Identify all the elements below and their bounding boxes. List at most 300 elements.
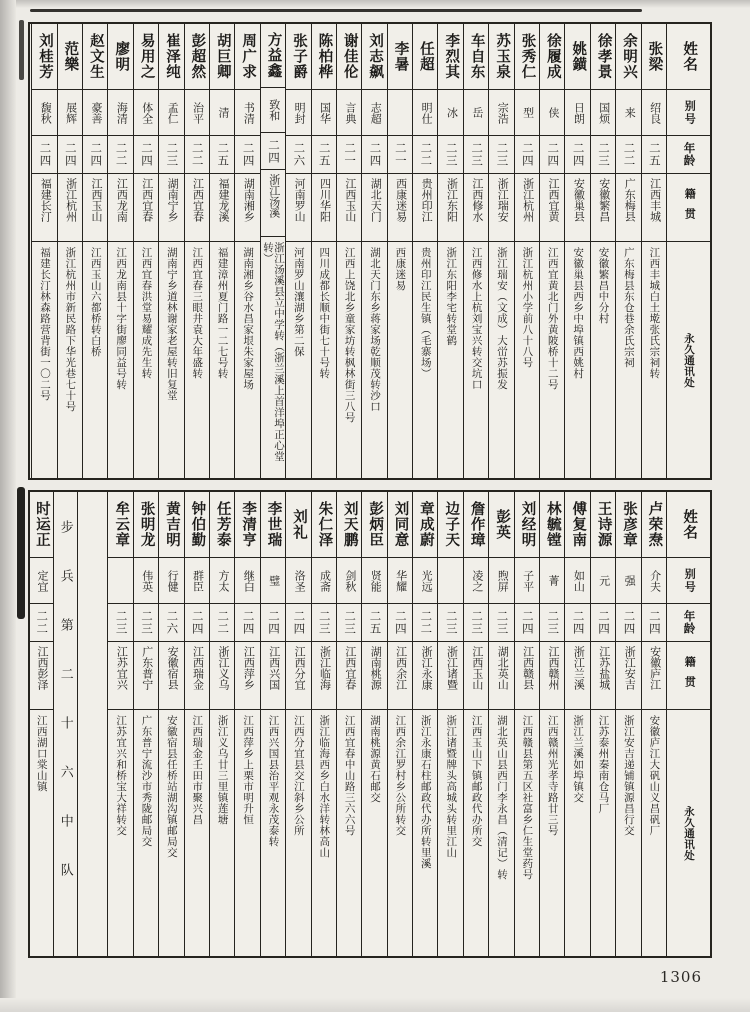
- roster-alias-text: 行健: [166, 569, 179, 592]
- roster-column: [641, 24, 666, 478]
- roster-name-cell: [616, 24, 640, 90]
- roster-alias-cell: [32, 90, 56, 136]
- roster-name-text: 彭炳臣: [367, 501, 384, 548]
- roster-native-cell: [235, 174, 259, 242]
- roster-native-cell: [438, 174, 462, 242]
- roster-name-cell: [58, 24, 82, 90]
- roster-native-text: 浙江永康: [420, 646, 433, 690]
- page-number: 1306: [659, 968, 702, 986]
- roster-address-cell: [515, 242, 539, 478]
- roster-column: [615, 492, 640, 956]
- roster-age-text: 二四: [520, 610, 533, 635]
- roster-alias-cell: [235, 558, 259, 604]
- roster-address-cell: [29, 710, 53, 956]
- roster-age-cell: [134, 136, 158, 174]
- roster-address-text: 江西龙南县十字街廖同益号转: [115, 247, 128, 390]
- roster-name-text: 王诗源: [595, 501, 612, 548]
- roster-name-cell: [32, 24, 56, 90]
- roster-address-cell: [540, 242, 564, 478]
- roster-name-text: 边子天: [443, 501, 460, 548]
- roster-address-text: 安徽庐江大矾山义昌矾厂: [648, 715, 661, 836]
- roster-name-cell: [413, 492, 437, 558]
- roster-name-cell: [261, 24, 285, 88]
- roster-column: [488, 24, 513, 478]
- roster-age-cell: [616, 604, 640, 642]
- roster-column: [590, 24, 615, 478]
- roster-name-text: 彭超然: [189, 33, 206, 80]
- roster-name-cell: [413, 24, 437, 90]
- header-native-cell: [667, 642, 710, 710]
- scan-artifact-topline: [30, 9, 642, 12]
- roster-age-text: 二三: [444, 142, 457, 167]
- roster-column: [463, 24, 488, 478]
- roster-name-text: 章成蔚: [417, 501, 434, 548]
- roster-name-text: 李清亨: [240, 501, 257, 548]
- roster-name-text: 任芳泰: [214, 501, 231, 548]
- roster-native-cell: [134, 174, 158, 242]
- roster-column: [28, 492, 53, 956]
- roster-name-text: 任超: [417, 41, 434, 72]
- roster-alias-cell: [134, 558, 158, 604]
- roster-native-cell: [210, 642, 234, 710]
- roster-name-text: 胡巨卿: [214, 33, 231, 80]
- roster-alias-cell: [134, 90, 158, 136]
- roster-address-cell: [489, 242, 513, 478]
- roster-alias-text: 孟仁: [166, 101, 179, 124]
- roster-native-text: 浙江临海: [318, 646, 331, 690]
- roster-age-text: 二四: [571, 142, 584, 167]
- roster-column: [82, 24, 107, 478]
- roster-age-cell: [616, 136, 640, 174]
- roster-address-cell: [565, 242, 589, 478]
- roster-address-text: 江西余江罗村乡公所转交: [394, 715, 407, 836]
- roster-name-text: 傅复南: [570, 501, 587, 548]
- roster-name-text: 陈柏桦: [316, 33, 333, 80]
- roster-native-cell: [464, 642, 488, 710]
- roster-alias-cell: [515, 558, 539, 604]
- roster-name-text: 方益鑫: [265, 32, 282, 79]
- roster-alias-cell: [108, 90, 132, 136]
- roster-age-cell: [337, 604, 361, 642]
- roster-native-cell: [261, 170, 285, 236]
- roster-address-cell: [362, 242, 386, 478]
- roster-address-text: 四川成都长顺中街七十号转: [318, 247, 331, 379]
- roster-alias-cell: [489, 90, 513, 136]
- roster-native-text: 江西赣州: [547, 646, 560, 690]
- header-address-label: 永久通讯处: [683, 332, 695, 388]
- roster-address-text: 安徽宿县任桥站湖沟镇邮局交: [165, 715, 178, 858]
- roster-native-cell: [489, 174, 513, 242]
- roster-alias-cell: [210, 558, 234, 604]
- roster-native-text: 江西宜黄: [547, 178, 560, 222]
- roster-age-cell: [540, 604, 564, 642]
- roster-alias-cell: [286, 558, 310, 604]
- roster-address-text: 江西宜春三眼井袁大年盛转: [191, 247, 204, 379]
- roster-native-cell: [312, 174, 336, 242]
- roster-column: [412, 492, 437, 956]
- roster-native-cell: [159, 174, 183, 242]
- roster-name-cell: [489, 24, 513, 90]
- roster-name-cell: [312, 492, 336, 558]
- roster-alias-text: 绍良: [648, 101, 661, 124]
- roster-age-cell: [515, 136, 539, 174]
- roster-age-text: 二四: [38, 142, 51, 167]
- roster-alias-text: 侠: [547, 107, 560, 118]
- roster-address-cell: [134, 710, 158, 956]
- roster-name-text: 李烈其: [443, 33, 460, 80]
- roster-address-cell: [642, 710, 666, 956]
- roster-alias-text: 岳: [470, 107, 483, 118]
- roster-age-text: 二四: [368, 142, 381, 167]
- roster-age-cell: [210, 136, 234, 174]
- roster-native-text: 浙江安吉: [623, 646, 636, 690]
- roster-address-cell: [32, 242, 56, 478]
- roster-name-cell: [388, 24, 412, 90]
- roster-age-text: 二三: [444, 610, 457, 635]
- header-name-cell: [667, 24, 710, 90]
- roster-name-text: 李世瑞: [265, 501, 282, 548]
- roster-native-text: 江西萍乡: [242, 646, 255, 690]
- roster-name-cell: [29, 492, 53, 558]
- roster-age-text: 二五: [368, 610, 381, 635]
- roster-alias-cell: [83, 90, 107, 136]
- roster-address-cell: [438, 710, 462, 956]
- roster-alias-cell: [337, 558, 361, 604]
- roster-alias-cell: [540, 90, 564, 136]
- roster-alias-cell: [261, 88, 285, 133]
- roster-column: [514, 492, 539, 956]
- roster-alias-cell: [616, 90, 640, 136]
- roster-alias-text: 馥秋: [39, 101, 52, 124]
- roster-age-text: 二一: [343, 142, 356, 167]
- roster-address-text: 西康迷易: [394, 247, 407, 291]
- roster-native-text: 浙江杭州: [521, 178, 534, 222]
- roster-name-cell: [185, 492, 209, 558]
- roster-alias-text: 言典: [343, 101, 356, 124]
- roster-age-text: 二五: [216, 142, 229, 167]
- header-address-cell: [667, 710, 710, 956]
- roster-age-text: 二三: [140, 610, 153, 635]
- roster-age-cell: [642, 604, 666, 642]
- roster-native-text: 江西修水: [470, 178, 483, 222]
- roster-age-cell: [337, 136, 361, 174]
- header-name-label: 姓名: [681, 41, 698, 72]
- header-native-label: 籍贯: [683, 187, 696, 228]
- roster-native-cell: [464, 174, 488, 242]
- roster-address-text: 浙江汤溪县立中学转（浙兰溪上首洋埠正心堂转）: [261, 241, 285, 462]
- roster-name-cell: [591, 492, 615, 558]
- roster-native-text: 浙江义乌: [216, 646, 229, 690]
- roster-address-text: 江西分宜县交江斜乡公所: [292, 715, 305, 836]
- roster-address-text: 安徽繁昌中分村: [597, 247, 610, 324]
- roster-alias-cell: [642, 90, 666, 136]
- roster-native-text: 福建龙溪: [216, 178, 229, 222]
- roster-age-text: 二四: [266, 138, 279, 164]
- roster-address-text: 江西兴国县治平观永茂泰转: [267, 715, 280, 847]
- roster-column: [564, 492, 589, 956]
- roster-age-text: 二三: [546, 610, 559, 635]
- roster-age-cell: [591, 136, 615, 174]
- roster-address-cell: [185, 710, 209, 956]
- roster-name-cell: [540, 24, 564, 90]
- roster-address-cell: [337, 242, 361, 478]
- roster-native-cell: [134, 642, 158, 710]
- roster-native-text: 江西丰城: [648, 178, 661, 222]
- roster-name-text: 林毓镗: [544, 501, 561, 548]
- roster-age-text: 二四: [597, 610, 610, 635]
- roster-alias-text: 豪善: [89, 101, 102, 124]
- roster-column: [184, 492, 209, 956]
- roster-name-text: 卢荣焘: [646, 501, 663, 548]
- roster-column: [285, 492, 310, 956]
- roster-age-cell: [286, 136, 310, 174]
- roster-alias-cell: [312, 90, 336, 136]
- roster-name-text: 黄吉明: [163, 501, 180, 548]
- roster-native-cell: [337, 174, 361, 242]
- roster-table-bottom: [28, 490, 712, 958]
- roster-name-text: 牟云章: [113, 501, 130, 548]
- roster-alias-text: 贤能: [369, 569, 382, 592]
- roster-native-text: 安徽巢县: [572, 178, 585, 222]
- roster-name-text: 刘桂芳: [37, 33, 54, 80]
- roster-name-text: 张秀仁: [519, 33, 536, 80]
- roster-age-text: 二四: [647, 610, 660, 635]
- roster-name-text: 廖明: [113, 41, 130, 72]
- roster-name-text: 时运正: [33, 501, 50, 548]
- roster-native-text: 江西宜春: [191, 178, 204, 222]
- roster-alias-text: 元: [597, 575, 610, 586]
- roster-age-cell: [261, 133, 285, 170]
- roster-address-text: 安徽巢县西乡中埠镇西姚村: [572, 247, 585, 379]
- roster-alias-text: 明封: [293, 101, 306, 124]
- roster-alias-text: 展辉: [64, 101, 77, 124]
- roster-age-text: 二四: [292, 610, 305, 635]
- roster-alias-text: 明仕: [420, 101, 433, 124]
- roster-native-text: 西康迷易: [394, 178, 407, 222]
- roster-native-cell: [337, 642, 361, 710]
- roster-native-cell: [29, 642, 53, 710]
- roster-alias-text: 介夫: [648, 569, 661, 592]
- roster-alias-text: 继白: [242, 569, 255, 592]
- roster-native-cell: [438, 642, 462, 710]
- roster-name-cell: [515, 24, 539, 90]
- roster-age-text: 二四: [63, 142, 76, 167]
- roster-native-text: 浙江杭州: [64, 178, 77, 222]
- roster-age-cell: [32, 136, 56, 174]
- roster-address-cell: [565, 710, 589, 956]
- roster-alias-text: 强: [623, 575, 636, 586]
- roster-age-text: 二四: [622, 610, 635, 635]
- roster-native-cell: [108, 174, 132, 242]
- roster-native-text: 广东梅县: [623, 178, 636, 222]
- roster-native-text: 江西瑞金: [191, 646, 204, 690]
- roster-address-cell: [159, 710, 183, 956]
- roster-alias-cell: [337, 90, 361, 136]
- roster-address-text: 浙江义乌廿三里镇莲塘: [216, 715, 229, 825]
- roster-native-text: 江西分宜: [293, 646, 306, 690]
- roster-address-text: 湖南宁乡道林谢家老屋转旧复堂: [165, 247, 178, 401]
- roster-column: [31, 24, 56, 478]
- roster-age-text: 二四: [241, 610, 254, 635]
- roster-age-text: 二三: [114, 610, 127, 635]
- roster-alias-text: 煦屏: [496, 569, 509, 592]
- roster-column: [209, 24, 234, 478]
- roster-address-text: 江苏泰州秦南仓马厂: [597, 715, 610, 814]
- roster-age-cell: [235, 604, 259, 642]
- roster-alias-text: 国烦: [597, 101, 610, 124]
- header-native-label: 籍贯: [683, 655, 696, 696]
- roster-native-text: 江西宜春: [140, 178, 153, 222]
- roster-address-text: 广东梅县东仓巷余氏宗祠: [622, 247, 635, 368]
- roster-age-text: 二二: [622, 142, 635, 167]
- roster-age-text: 二三: [495, 142, 508, 167]
- roster-name-text: 崔泽纯: [163, 33, 180, 80]
- roster-column: [311, 24, 336, 478]
- roster-name-cell: [464, 24, 488, 90]
- roster-age-cell: [312, 136, 336, 174]
- roster-address-text: 广东普宁流沙市秀陇邮局交: [140, 715, 153, 847]
- roster-alias-cell: [515, 90, 539, 136]
- roster-address-text: 浙江瑞安（文成）大峃苏振发: [495, 247, 508, 390]
- roster-age-text: 二二: [419, 610, 432, 635]
- roster-age-cell: [108, 136, 132, 174]
- roster-name-text: 朱仁泽: [316, 501, 333, 548]
- header-alias-label: 别号: [683, 567, 696, 594]
- roster-name-text: 徐孝景: [595, 33, 612, 80]
- roster-address-text: 江西玉山下镇邮政代办所交: [470, 715, 483, 847]
- roster-age-cell: [489, 136, 513, 174]
- roster-alias-text: 群臣: [191, 569, 204, 592]
- roster-age-text: 二四: [520, 142, 533, 167]
- roster-alias-text: 洛圣: [293, 569, 306, 592]
- roster-column: [260, 24, 285, 478]
- roster-address-cell: [261, 710, 285, 956]
- roster-name-cell: [591, 24, 615, 90]
- roster-alias-cell: [438, 558, 462, 604]
- roster-alias-text: 治平: [191, 101, 204, 124]
- roster-address-cell: [286, 242, 310, 478]
- roster-column: [133, 492, 158, 956]
- roster-native-text: 江苏盐城: [597, 646, 610, 690]
- roster-age-cell: [565, 604, 589, 642]
- roster-address-text: 江西萍乡上栗市明升恒: [242, 715, 255, 825]
- scan-edge-bottom: [0, 998, 750, 1012]
- roster-alias-text: 华耀: [394, 569, 407, 592]
- header-age-cell: [667, 604, 710, 642]
- header-name-cell: [667, 492, 710, 558]
- roster-address-cell: [210, 242, 234, 478]
- roster-alias-text: 国华: [318, 101, 331, 124]
- roster-alias-cell: [58, 90, 82, 136]
- roster-age-text: 二二: [190, 142, 203, 167]
- roster-name-cell: [540, 492, 564, 558]
- unit-section-column: [53, 492, 77, 956]
- roster-name-cell: [337, 492, 361, 558]
- roster-alias-cell: [29, 558, 53, 604]
- roster-name-text: 张子爵: [290, 33, 307, 80]
- roster-age-text: 二三: [495, 610, 508, 635]
- roster-alias-text: 光远: [420, 569, 433, 592]
- roster-age-cell: [83, 136, 107, 174]
- roster-name-text: 范樂: [62, 41, 79, 72]
- roster-address-cell: [438, 242, 462, 478]
- roster-native-text: 浙江兰溪: [572, 646, 585, 690]
- roster-native-cell: [362, 642, 386, 710]
- roster-address-cell: [362, 710, 386, 956]
- roster-column: [564, 24, 589, 478]
- roster-address-text: 湖南桃源黄石邮交: [369, 715, 382, 803]
- roster-address-cell: [312, 242, 336, 478]
- roster-name-cell: [565, 492, 589, 558]
- roster-name-text: 余明兴: [621, 33, 638, 80]
- roster-address-text: 江西瑞金壬田市聚兴昌: [191, 715, 204, 825]
- roster-address-text: 江西赣县第五区社富乡仁生堂药号: [521, 715, 534, 880]
- roster-age-cell: [261, 604, 285, 642]
- roster-name-cell: [388, 492, 412, 558]
- roster-column: [437, 492, 462, 956]
- roster-age-cell: [108, 604, 132, 642]
- roster-alias-text: 体全: [140, 101, 153, 124]
- header-address-cell: [667, 242, 710, 478]
- roster-alias-text: 致和: [267, 99, 280, 122]
- roster-address-cell: [515, 710, 539, 956]
- roster-alias-text: 书清: [242, 101, 255, 124]
- roster-address-cell: [489, 710, 513, 956]
- roster-native-cell: [261, 642, 285, 710]
- roster-name-text: 钟伯勤: [189, 501, 206, 548]
- header-alias-cell: [667, 558, 710, 604]
- roster-age-cell: [438, 604, 462, 642]
- roster-name-text: 赵文生: [87, 33, 104, 80]
- roster-native-cell: [362, 174, 386, 242]
- roster-age-text: 二二: [114, 142, 127, 167]
- header-age-label: 年龄: [682, 142, 695, 167]
- roster-native-cell: [185, 642, 209, 710]
- roster-name-cell: [337, 24, 361, 90]
- roster-address-text: 浙江永康石柱邮政代办所转里溪: [419, 715, 432, 869]
- roster-alias-cell: [210, 90, 234, 136]
- roster-address-cell: [108, 710, 132, 956]
- roster-column: [488, 492, 513, 956]
- roster-alias-text: 璧: [267, 575, 280, 586]
- roster-age-cell: [185, 136, 209, 174]
- roster-column: [184, 24, 209, 478]
- roster-column: [539, 24, 564, 478]
- roster-name-text: 张梁: [646, 41, 663, 72]
- roster-native-cell: [58, 174, 82, 242]
- roster-name-text: 苏玉泉: [494, 33, 511, 80]
- roster-native-cell: [515, 174, 539, 242]
- roster-age-text: 二二: [35, 610, 48, 635]
- scan-edge-top: [0, 0, 750, 8]
- roster-native-cell: [565, 174, 589, 242]
- roster-native-cell: [286, 174, 310, 242]
- roster-address-text: 湖南湘乡谷水昌家垠朱家屋场: [242, 247, 255, 390]
- roster-age-text: 二五: [317, 142, 330, 167]
- roster-age-cell: [235, 136, 259, 174]
- roster-alias-cell: [642, 558, 666, 604]
- header-name-label: 姓名: [681, 509, 698, 540]
- roster-alias-cell: [235, 90, 259, 136]
- roster-address-text: 湖北天门东乡蒋家场乾顺茂转沙口: [369, 247, 382, 412]
- roster-name-text: 刘经明: [519, 501, 536, 548]
- header-native-cell: [667, 174, 710, 242]
- roster-address-text: 河南罗山瀼湖乡第二保: [292, 247, 305, 357]
- roster-alias-text: 清: [216, 107, 229, 118]
- roster-address-text: 贵州印江民生镇（毛寨场）: [419, 247, 432, 379]
- roster-column: [615, 24, 640, 478]
- roster-name-text: 易用之: [138, 33, 155, 80]
